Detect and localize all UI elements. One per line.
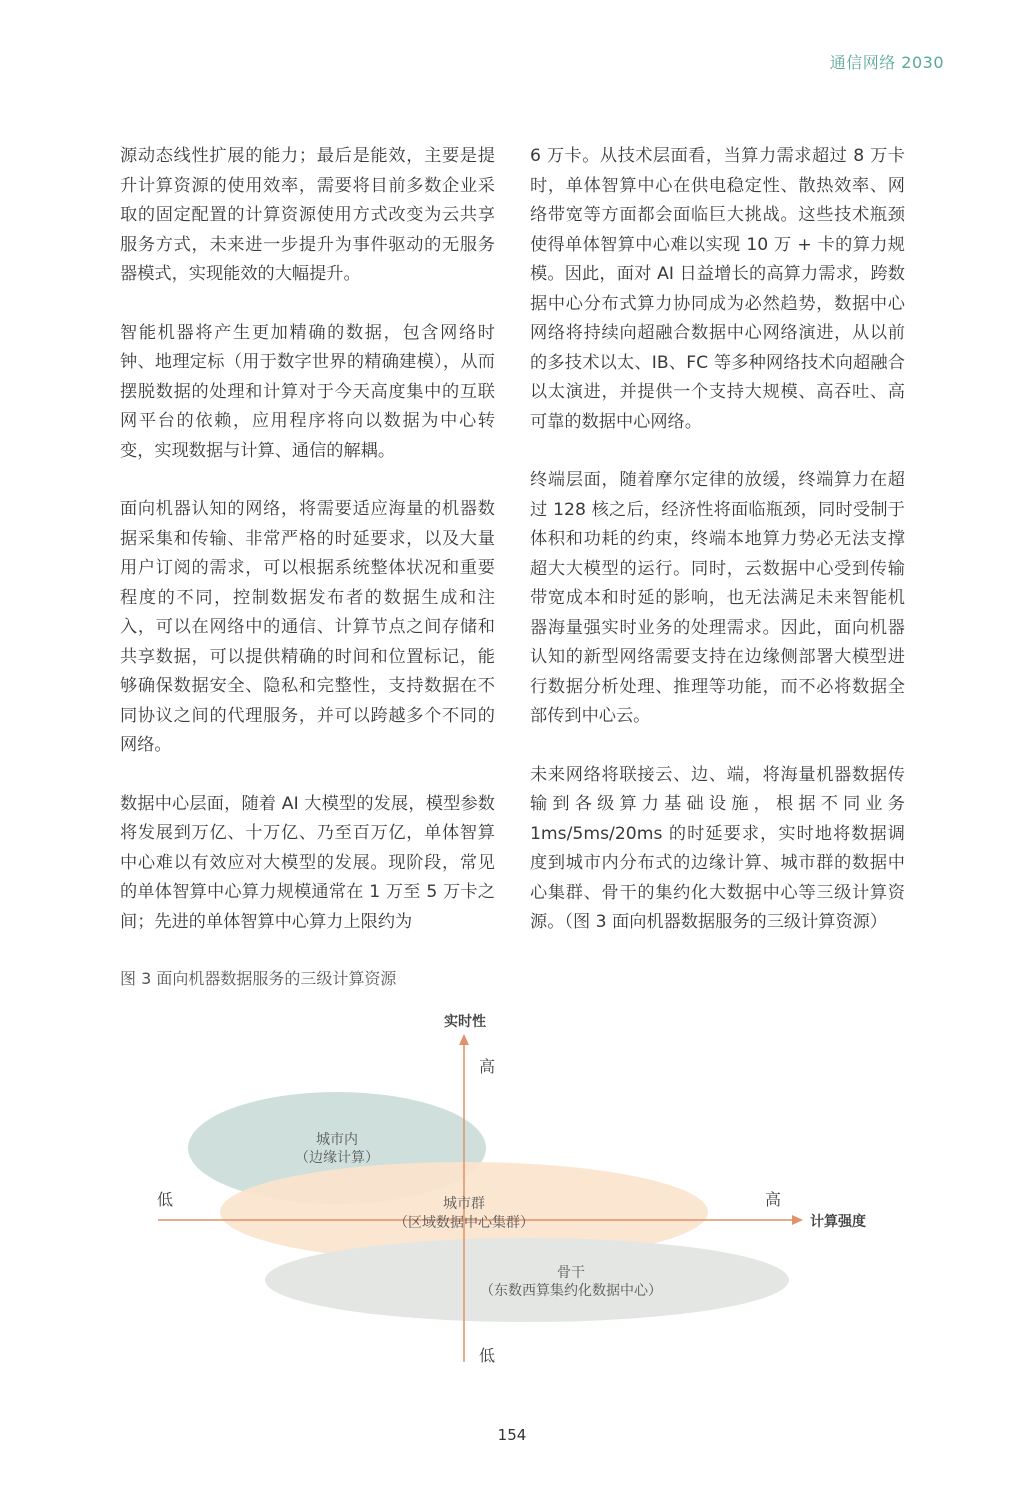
left-column (120, 142, 495, 966)
y-low-label: 低 (478, 1346, 496, 1365)
x-low-label: 低 (156, 1190, 174, 1209)
x-high-label: 高 (764, 1190, 782, 1209)
y-axis-label: 实时性 (444, 1014, 486, 1030)
paragraph: 6 万卡。从技术层面看，当算力需求超过 8 万卡时，单体智算中心在供电稳定性、散热效率、网络带宽等方面都会面临巨大挑战。这些技术瓶颈使得单体智算中心难以实现 10 万 + 卡的算力规模。因此，面对 AI 日益增长的高算力需求，跨数据中心分布式算力协同成为必然趋势，数据中心网络将持续向超融合数据中心网络演进，从以前的多技术以太、IB、FC 等多种网络技术向超融合以太演进，并提供一个支持大规模、高吞吐、高可靠的数据中心网络。 (530, 146, 905, 432)
figure-diagram (0, 990, 1024, 1380)
paragraph: 数据中心层面，随着 AI 大模型的发展，模型参数将发展到万亿、十万亿、乃至百万亿，单体智算中心难以有效应对大模型的发展。现阶段，常见的单体智算中心算力规模通常在 1 万至 5 万卡之间；先进的单体智算中心算力上限约为 (120, 793, 495, 932)
region-edge-name: 城市内 (316, 1132, 358, 1148)
x-axis-arrow (792, 1215, 803, 1225)
region-backbone-ellipse (265, 1238, 789, 1322)
x-axis-label: 计算强度 (810, 1214, 866, 1230)
paragraph: 未来网络将联接云、边、端，将海量机器数据传输到各级算力基础设施，根据不同业务 1ms/5ms/20ms 的时延要求，实时地将数据调度到城市内分布式的边缘计算、城市群的数据中心集群、骨干的集约化大数据中心等三级计算资源。（图 3 面向机器数据服务的三级计算资源） (530, 764, 905, 932)
y-axis-arrow (459, 1034, 469, 1045)
region-backbone-sub: （东数西算集约化数据中心） (480, 1283, 662, 1299)
page-number: 154 (497, 1426, 527, 1444)
region-regional-sub: （区域数据中心集群） (394, 1215, 534, 1231)
running-header: 通信网络 2030 (829, 53, 944, 72)
paragraph: 智能机器将产生更加精确的数据，包含网络时钟、地理定标（用于数字世界的精确建模），从而摆脱数据的处理和计算对于今天高度集中的互联网平台的依赖，应用程序将向以数据为中心转变，实现数据与计算、通信的解耦。 (120, 322, 495, 461)
paragraph: 面向机器认知的网络，将需要适应海量的机器数据采集和传输、非常严格的时延要求，以及大量用户订阅的需求，可以根据系统整体状况和重要程度的不同，控制数据发布者的数据生成和注入，可以在网络中的通信、计算节点之间存储和共享数据，可以提供精确的时间和位置标记，能够确保数据安全、隐私和完整性，支持数据在不同协议之间的代理服务，并可以跨越多个不同的网络。 (120, 499, 495, 755)
paragraph: 源动态线性扩展的能力；最后是能效，主要是提升计算资源的使用效率，需要将目前多数企业采取的固定配置的计算资源使用方式改变为云共享服务方式，未来进一步提升为事件驱动的无服务器模式，实现能效的大幅提升。 (120, 146, 495, 284)
region-regional-name: 城市群 (443, 1196, 485, 1212)
figure-caption: 图 3 面向机器数据服务的三级计算资源 (120, 969, 397, 988)
diagram-svg (0, 990, 1024, 1380)
right-column (530, 142, 905, 967)
region-backbone-name: 骨干 (557, 1265, 585, 1281)
region-edge-sub: （边缘计算） (295, 1150, 379, 1166)
y-high-label: 高 (478, 1057, 496, 1076)
paragraph: 终端层面，随着摩尔定律的放缓，终端算力在超过 128 核之后，经济性将面临瓶颈，同时受制于体积和功耗的约束，终端本地算力势必无法支撑超大大模型的运行。同时，云数据中心受到传输带宽成本和时延的影响，也无法满足未来智能机器海量强实时业务的处理需求。因此，面向机器认知的新型网络需要支持在边缘侧部署大模型进行数据分析处理、推理等功能，而不必将数据全部传到中心云。 (530, 470, 905, 726)
